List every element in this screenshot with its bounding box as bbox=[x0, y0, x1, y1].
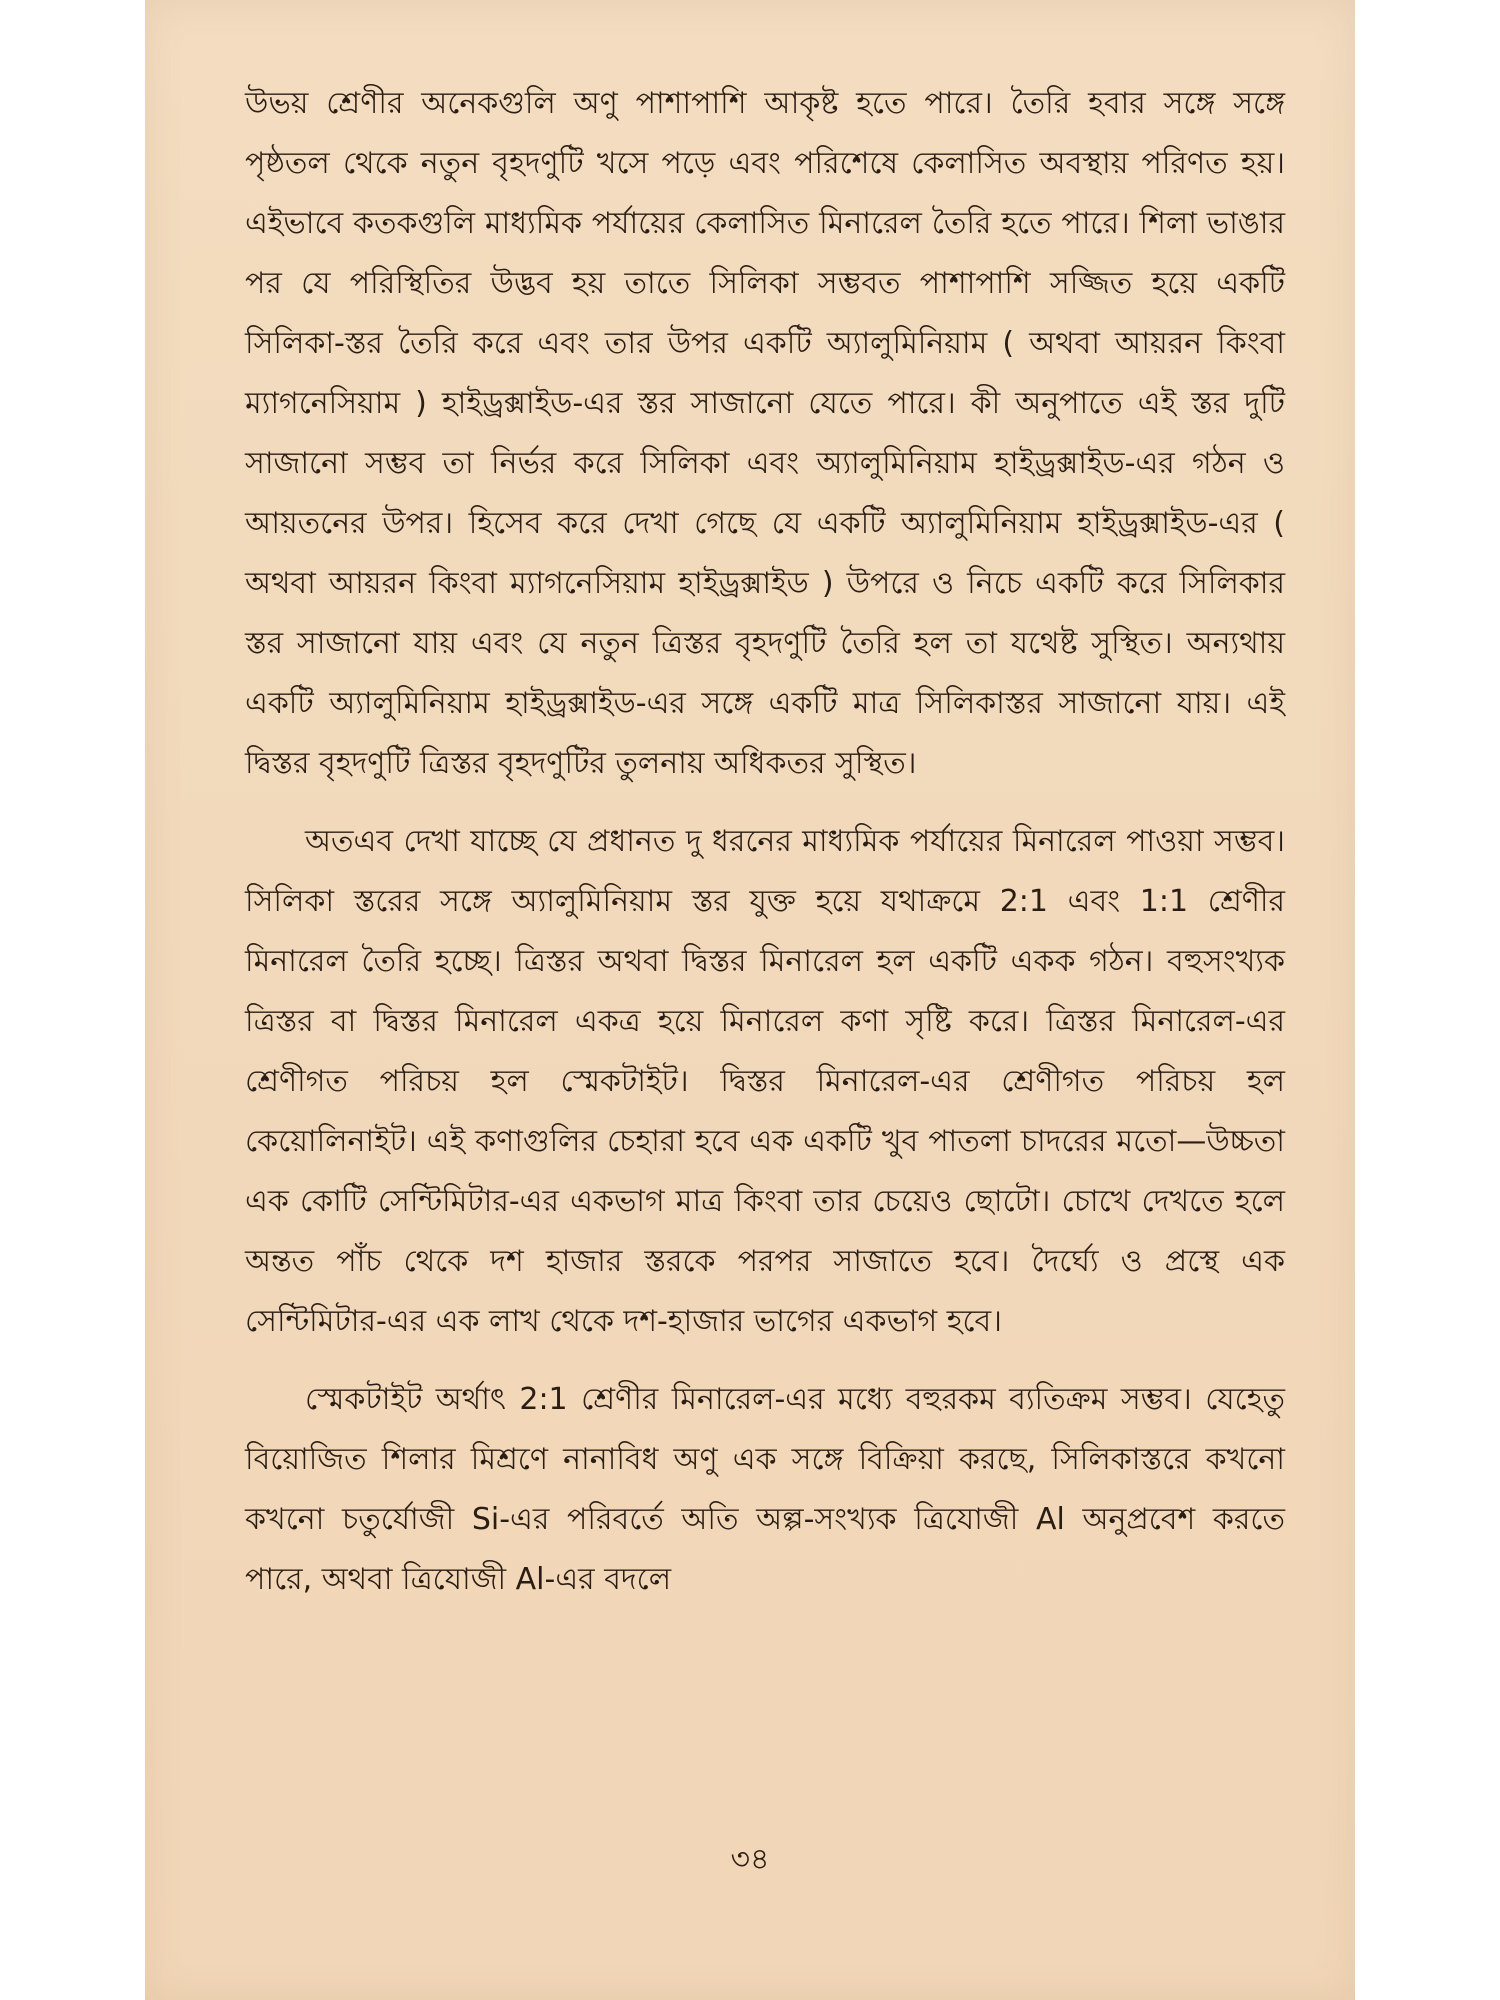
book-page bbox=[145, 0, 1355, 2000]
paragraph-1: উভয় শ্রেণীর অনেকগুলি অণু পাশাপাশি আকৃষ্ট হতে পারে। তৈরি হবার সঙ্গে সঙ্গে পৃষ্ঠতল থেকে নতুন বৃহদণুটি খসে পড়ে এবং পরিশেষে কেলাসিত অবস্থায় পরিণত হয়। এইভাবে কতকগুলি মাধ্যমিক পর্যায়ের কেলাসিত মিনারেল তৈরি হতে পারে। শিলা ভাঙার পর যে পরিস্থিতির উদ্ভব হয় তাতে সিলিকা সম্ভবত পাশাপাশি সজ্জিত হয়ে একটি সিলিকা-স্তর তৈরি করে এবং তার উপর একটি অ্যালুমিনিয়াম ( অথবা আয়রন কিংবা ম্যাগনেসিয়াম ) হাইড্রক্সাইড-এর স্তর সাজানো যেতে পারে। কী অনুপাতে এই স্তর দুটি সাজানো সম্ভব তা নির্ভর করে সিলিকা এবং অ্যালুমিনিয়াম হাইড্রক্সাইড-এর গঠন ও আয়তনের উপর। হিসেব করে দেখা গেছে যে একটি অ্যালুমিনিয়াম হাইড্রক্সাইড-এর ( অথবা আয়রন কিংবা ম্যাগনেসিয়াম হাইড্রক্সাইড ) উপরে ও নিচে একটি করে সিলিকার স্তর সাজানো যায় এবং যে নতুন ত্রিস্তর বৃহদণুটি তৈরি হল তা যথেষ্ট সুস্থিত। অন্যথায় একটি অ্যালুমিনিয়াম হাইড্রক্সাইড-এর সঙ্গে একটি মাত্র সিলিকাস্তর সাজানো যায়। এই দ্বিস্তর বৃহদণুটি ত্রিস্তর বৃহদণুটির তুলনায় অধিকতর সুস্থিত। bbox=[245, 86, 1285, 781]
paragraph-3: স্মেকটাইট অর্থাৎ 2:1 শ্রেণীর মিনারেল-এর মধ্যে বহুরকম ব্যতিক্রম সম্ভব। যেহেতু বিয়োজিত শিলার মিশ্রণে নানাবিধ অণু এক সঙ্গে বিক্রিয়া করছে, সিলিকাস্তরে কখনো কখনো চতুর্যোজী Si-এর পরিবর্তে অতি অল্প-সংখ্যক ত্রিযোজী Al অনুপ্রবেশ করতে পারে, অথবা ত্রিযোজী Al-এর বদলে bbox=[245, 1382, 1285, 1597]
page-number: ৩৪ bbox=[730, 1842, 770, 1877]
paragraph-2: অতএব দেখা যাচ্ছে যে প্রধানত দু ধরনের মাধ্যমিক পর্যায়ের মিনারেল পাওয়া সম্ভব। সিলিকা স্তরের সঙ্গে অ্যালুমিনিয়াম স্তর যুক্ত হয়ে যথাক্রমে 2:1 এবং 1:1 শ্রেণীর মিনারেল তৈরি হচ্ছে। ত্রিস্তর অথবা দ্বিস্তর মিনারেল হল একটি একক গঠন। বহুসংখ্যক ত্রিস্তর বা দ্বিস্তর মিনারেল একত্র হয়ে মিনারেল কণা সৃষ্টি করে। ত্রিস্তর মিনারেল-এর শ্রেণীগত পরিচয় হল স্মেকটাইট। দ্বিস্তর মিনারেল-এর শ্রেণীগত পরিচয় হল কেয়োলিনাইট। এই কণাগুলির চেহারা হবে এক একটি খুব পাতলা চাদরের মতো—উচ্চতা এক কোটি সেন্টিমিটার-এর একভাগ মাত্র কিংবা তার চেয়েও ছোটো। চোখে দেখতে হলে অন্তত পাঁচ থেকে দশ হাজার স্তরকে পরপর সাজাতে হবে। দৈর্ঘ্যে ও প্রস্থে এক সেন্টিমিটার-এর এক লাখ থেকে দশ-হাজার ভাগের একভাগ হবে। bbox=[245, 824, 1285, 1339]
